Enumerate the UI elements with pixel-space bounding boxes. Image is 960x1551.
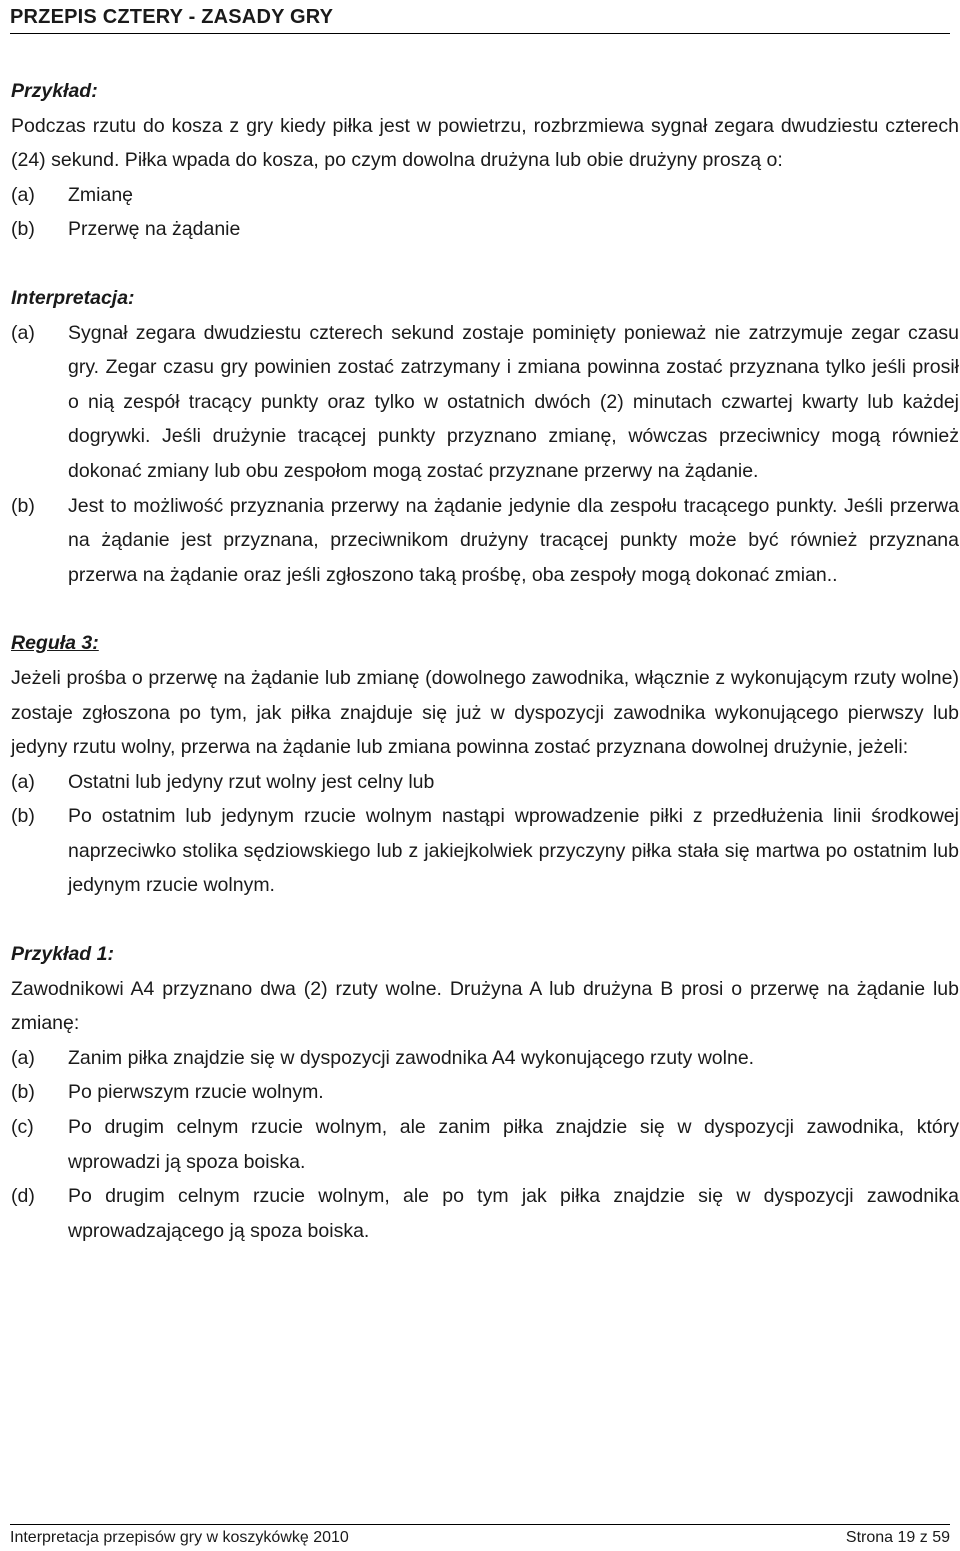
list-item — [11, 1075, 959, 1110]
list-marker: (b) — [11, 1081, 35, 1104]
interpretation-section — [11, 281, 959, 592]
list-text: Ostatni lub jedyny rzut wolny jest celny lub — [68, 770, 435, 793]
example-label: Przykład: — [11, 80, 98, 102]
list-item — [11, 1110, 959, 1179]
rule-3-section — [11, 626, 959, 903]
list-text: Przerwę na żądanie — [68, 218, 241, 241]
list-text: Sygnał zegara dwudziestu czterech sekund zostaje pominięty ponieważ nie zatrzymuje zegar czasu gry. Zegar czasu gry powinien zostać zatrzymany i zmiana powinna zostać przyznana tylko jeśli prosił o nią zespół tracący punkty oraz tylko w ostatnich dwóch (2) minutach czwartej kwarty lub każdej dogrywki. Jeśli drużynie tracącej punkty przyznano zmianę, wówczas przeciwnicy mogą również dokonać zmiany lub obu zespołom mogą zostać przyznane przerwy na żądanie. — [68, 321, 959, 482]
example-text: Podczas rzutu do kosza z gry kiedy piłka jest w powietrzu, rozbrzmiewa sygnał zegara dwudziestu czterech (24) sekund. Piłka wpada do kosza, po czym dowolna drużyna lub obie drużyny proszą o: — [11, 114, 959, 172]
list-marker: (c) — [11, 1116, 34, 1139]
list-marker: (a) — [11, 770, 35, 793]
list-text: Zmianę — [68, 183, 134, 206]
example-1-section — [11, 937, 959, 1248]
list-marker: (b) — [11, 218, 35, 241]
page-header — [10, 6, 950, 34]
interpretation-label: Interpretacja: — [11, 286, 135, 309]
list-text: Po drugim celnym rzucie wolnym, ale zanim piłka znajdzie się w dyspozycji zawodnika, który wprowadzi ją spoza boiska. — [68, 1116, 959, 1173]
list-marker: (b) — [11, 805, 35, 828]
list-marker: (a) — [11, 1046, 35, 1069]
list-text: Po drugim celnym rzucie wolnym, ale po tym jak piłka znajdzie się w dyspozycji zawodnika wprowadzającego ją spoza boiska. — [68, 1185, 959, 1242]
document-body — [11, 74, 959, 1248]
list-item — [11, 1041, 959, 1076]
example-section — [11, 74, 959, 247]
list-item — [11, 799, 959, 903]
page-title: PRZEPIS CZTERY - ZASADY GRY — [10, 6, 334, 28]
example-1-text: Zawodnikowi A4 przyznano dwa (2) rzuty wolne. Drużyna A lub drużyna B prosi o przerwę na żądanie lub zmianę: — [11, 977, 959, 1035]
list-text: Po ostatnim lub jedynym rzucie wolnym nastąpi wprowadzenie piłki z przedłużenia linii środkowej naprzeciwko stolika sędziowskiego lub z jakiejkolwiek przyczyny piłka stała się martwa po ostatnim lub jedynym rzucie wolnym. — [68, 805, 959, 897]
list-text: Po pierwszym rzucie wolnym. — [68, 1081, 324, 1104]
footer-document-title: Interpretacja przepisów gry w koszykówkę 2010 — [10, 1529, 349, 1546]
list-marker: (b) — [11, 494, 35, 517]
rule-3-text: Jeżeli prośba o przerwę na żądanie lub zmianę (dowolnego zawodnika, włącznie z wykonującym rzuty wolne) zostaje zgłoszona po tym, jak piłka znajduje się już w dyspozycji zawodnika wykonującego pierwszy lub jedyny rzutu wolny, przerwa na żądanie lub zmiana powinna zostać przyznana dowolnej drużynie, jeżeli: — [11, 666, 959, 759]
spacer — [11, 592, 959, 626]
spacer — [11, 247, 959, 281]
list-marker: (a) — [11, 183, 35, 206]
spacer — [11, 903, 959, 937]
list-item — [11, 765, 959, 800]
rule-3-label: Reguła 3: — [11, 632, 99, 655]
list-item — [11, 1179, 959, 1248]
list-item — [11, 489, 959, 593]
list-item — [11, 212, 959, 247]
list-item — [11, 316, 959, 489]
list-text: Zanim piłka znajdzie się w dyspozycji zawodnika A4 wykonującego rzuty wolne. — [68, 1046, 755, 1069]
example-1-label: Przykład 1: — [11, 943, 114, 966]
list-marker: (d) — [11, 1185, 35, 1208]
list-marker: (a) — [11, 321, 35, 344]
list-text: Jest to możliwość przyznania przerwy na żądanie jedynie dla zespołu tracącego punkty. Jeśli przerwa na żądanie jest przyznana, przeciwnikom drużyny tracącej punkty może być również przyznana przerwa na żądanie oraz jeśli zgłoszono taką prośbę, oba zespoły mogą dokonać zmian.. — [68, 494, 959, 586]
list-item — [11, 178, 959, 213]
page-footer — [10, 1524, 950, 1547]
page-number: Strona 19 z 59 — [845, 1529, 950, 1546]
